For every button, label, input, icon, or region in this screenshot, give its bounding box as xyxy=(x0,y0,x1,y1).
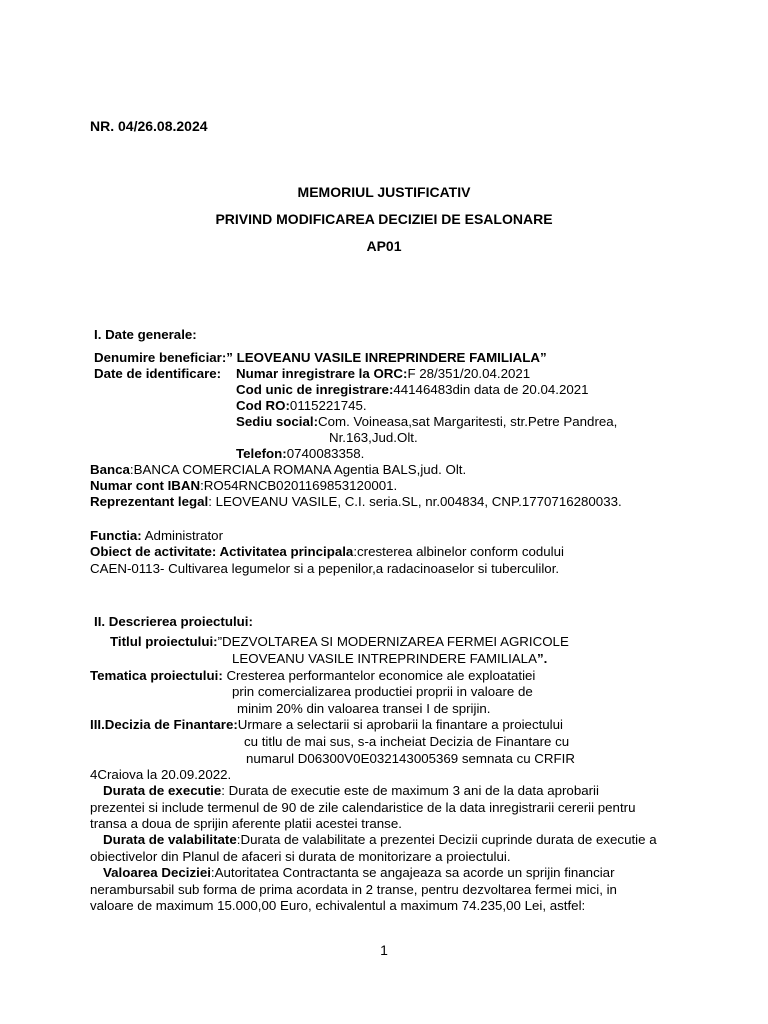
cod-ro-value: 0115221745. xyxy=(289,398,367,413)
decizia-text-1: Urmare a selectarii si aprobarii la finantare a proiectului xyxy=(237,717,563,732)
tematica-row xyxy=(90,668,535,684)
title-line-1: MEMORIUL JUSTIFICATIV xyxy=(297,184,471,200)
decizia-row xyxy=(90,717,563,733)
cod-ro-row xyxy=(236,398,367,414)
durata-valabilitate-label: Durata de valabilitate xyxy=(103,832,237,847)
reprezentant-label: Reprezentant legal xyxy=(90,494,209,509)
functia-label: Functia: xyxy=(90,528,142,543)
obiect-value-2: CAEN-0113- Cultivarea legumelor si a pepenilor,a radacinoaselor si tuberculilor. xyxy=(90,561,560,576)
functia-row xyxy=(90,528,223,544)
tematica-value-1: Cresterea performantelor economice ale exploatatiei xyxy=(222,668,536,683)
iban-label: Numar cont IBAN xyxy=(90,478,201,493)
telefon-label: Telefon: xyxy=(236,446,287,461)
titlu-row xyxy=(110,634,569,650)
durata-executie-row xyxy=(103,783,599,799)
reprezentant-row xyxy=(90,494,622,510)
titlu-value-2: LEOVEANU VASILE INTREPRINDERE FAMILIALA xyxy=(232,651,537,666)
obiect-row xyxy=(90,544,564,560)
valoarea-label: Valoarea Deciziei xyxy=(103,865,211,880)
titlu-row-2 xyxy=(232,651,547,667)
telefon-value: 0740083358. xyxy=(286,446,365,461)
beneficiary-value: ” LEOVEANU VASILE INREPRINDERE FAMILIALA” xyxy=(226,350,547,365)
sediu-label: Sediu social: xyxy=(236,414,319,429)
durata-executie-text-3: transa a doua de sprijin aferente platii acestei transe. xyxy=(90,816,402,831)
iban-row xyxy=(90,478,397,494)
section2-heading: II. Descrierea proiectului: xyxy=(94,614,253,629)
obiect-value-1: :cresterea albinelor conform codului xyxy=(353,544,564,559)
beneficiary-label: Denumire beneficiar: xyxy=(94,350,227,365)
beneficiary-row xyxy=(94,350,547,366)
cod-ro-label: Cod RO: xyxy=(236,398,290,413)
valoarea-row xyxy=(103,865,615,881)
durata-executie-text-1: : Durata de executie este de maximum 3 ani de la data aprobarii xyxy=(221,783,599,798)
banca-row xyxy=(90,462,466,478)
tematica-value-3: minim 20% din valoarea transei I de sprijin. xyxy=(237,701,491,716)
reprezentant-value: : LEOVEANU VASILE, C.I. seria.SL, nr.004834, CNP.1770716280033. xyxy=(208,494,622,509)
orc-row xyxy=(236,366,530,382)
orc-label: Numar inregistrare la ORC: xyxy=(236,366,408,381)
decizia-text-2: cu titlu de mai sus, s-a incheiat Decizia de Finantare cu xyxy=(244,734,570,749)
banca-label: Banca xyxy=(90,462,130,477)
cui-label: Cod unic de inregistrare: xyxy=(236,382,394,397)
banca-value: :BANCA COMERCIALA ROMANA Agentia BALS,jud. Olt. xyxy=(129,462,467,477)
titlu-end: ”. xyxy=(536,651,548,666)
functia-value: Administrator xyxy=(141,528,224,543)
section1-heading: I. Date generale: xyxy=(94,327,197,342)
title-line-2: PRIVIND MODIFICAREA DECIZIEI DE ESALONARE xyxy=(215,211,553,227)
obiect-label: Obiect de activitate: Activitatea principala xyxy=(90,544,354,559)
iban-value: :RO54RNCB0201169853120001. xyxy=(200,478,398,493)
durata-valabilitate-text-2: obiectivelor din Planul de afaceri si durata de monitorizare a proiectului. xyxy=(90,849,511,864)
durata-executie-text-2: prezentei si include termenul de 90 de zile calendaristice de la data inregistrarii cererii pentru xyxy=(90,800,636,815)
identification-label: Date de identificare: xyxy=(94,366,222,381)
valoarea-text-2: nerambursabil sub forma de prima acordata in 2 transe, pentru dezvoltarea fermei mici, in xyxy=(90,882,617,897)
decizia-heading: III.Decizia de Finantare: xyxy=(90,717,238,732)
decizia-text-3: numarul D06300V0E032143005369 semnata cu CRFIR xyxy=(246,751,575,766)
telefon-row xyxy=(236,446,364,462)
sediu-value-2: Nr.163,Jud.Olt. xyxy=(329,430,418,445)
page-number: 1 xyxy=(380,942,388,958)
sediu-value-1: Com. Voineasa,sat Margaritesti, str.Petre Pandrea, xyxy=(318,414,618,429)
valoarea-text-3: valoare de maximum 15.000,00 Euro, echivalentul a maximum 74.235,00 Lei, astfel: xyxy=(90,898,586,913)
tematica-label: Tematica proiectului: xyxy=(90,668,223,683)
titlu-value-1: ”DEZVOLTAREA SI MODERNIZAREA FERMEI AGRICOLE xyxy=(217,634,569,649)
titlu-label: Titlul proiectului: xyxy=(110,634,218,649)
identification-row xyxy=(94,366,221,382)
document-number: NR. 04/26.08.2024 xyxy=(90,118,208,134)
decizia-text-4: 4Craiova la 20.09.2022. xyxy=(90,767,232,782)
cui-row xyxy=(236,382,589,398)
sediu-row xyxy=(236,414,617,430)
title-line-3: AP01 xyxy=(366,238,402,254)
durata-executie-label: Durata de executie xyxy=(103,783,222,798)
valoarea-text-1: :Autoritatea Contractanta se angajeaza sa acorde un sprijin financiar xyxy=(210,865,615,880)
cui-value: 44146483din data de 20.04.2021 xyxy=(393,382,589,397)
orc-value: F 28/351/20.04.2021 xyxy=(407,366,531,381)
tematica-value-2: prin comercializarea productiei proprii in valoare de xyxy=(232,684,533,699)
durata-valabilitate-row xyxy=(103,832,657,848)
durata-valabilitate-text-1: :Durata de valabilitate a prezentei Decizii cuprinde durata de executie a xyxy=(236,832,657,847)
